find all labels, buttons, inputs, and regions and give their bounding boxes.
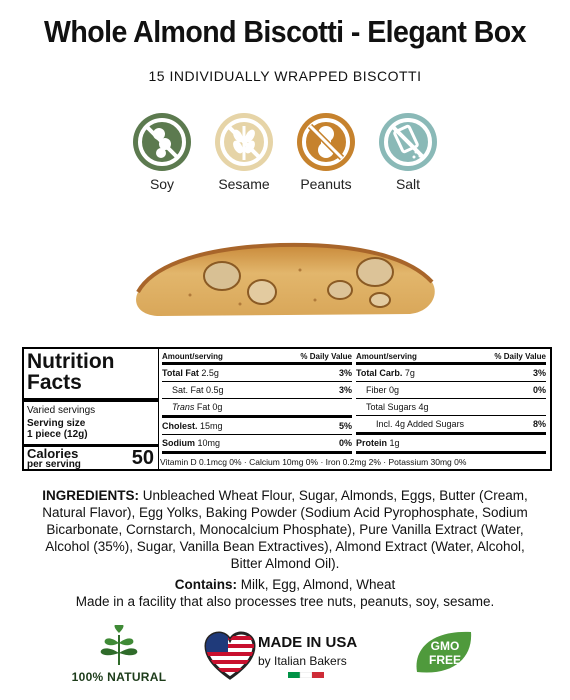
contains-line: [0, 577, 570, 592]
nutrient-dv: 3%: [532, 368, 546, 378]
nutrient-amount: 4g: [418, 402, 429, 412]
nutrient-amount: Fat 0g: [196, 402, 223, 412]
sesame-free-icon: [214, 112, 274, 172]
nutrient-amount: 15mg: [200, 421, 223, 431]
nutrient-name: Cholest.: [162, 421, 198, 431]
serving-size-value: 1 piece (12g): [27, 429, 88, 440]
nutrient-amount: 10mg: [197, 438, 221, 448]
gmo-text: GMO: [430, 639, 460, 653]
nutrient-row: [356, 399, 546, 416]
divider: [24, 398, 158, 402]
nutrient-row: [356, 382, 546, 399]
allergen-soy: [132, 112, 192, 192]
nutrient-name: Fiber: [366, 385, 387, 395]
allergen-label: Sesame: [218, 176, 270, 192]
allergen-label: Peanuts: [300, 176, 352, 192]
nutrient-name: Trans: [172, 402, 195, 412]
allergen-sesame: [214, 112, 274, 192]
nutrient-row: [162, 399, 352, 418]
allergen-row: [0, 112, 570, 192]
nutrient-row: [162, 365, 352, 382]
nutrient-name: Total Carb.: [356, 368, 403, 378]
peanut-free-icon: [296, 112, 356, 172]
nutrient-column-left: [162, 352, 352, 454]
nutrient-dv: 8%: [532, 419, 546, 429]
nutrient-dv: 0%: [532, 385, 546, 395]
calories-sub: per serving: [27, 459, 81, 470]
italian-flag-icon: [288, 672, 324, 678]
nutrient-amount: 2.5g: [201, 368, 219, 378]
free-text: FREE: [428, 653, 462, 667]
allergen-label: Soy: [149, 176, 175, 192]
allergen-label: Salt: [395, 176, 421, 192]
calories-label: [27, 448, 81, 470]
nutrition-facts-panel: [22, 347, 552, 471]
nutrient-row: [162, 382, 352, 399]
serving-size-label: Serving size: [27, 418, 86, 429]
salt-free-icon: [378, 112, 438, 172]
nutrient-dv: 0%: [338, 438, 352, 448]
ingredients-heading: INGREDIENTS:: [42, 488, 140, 503]
facility-statement: Made in a facility that also processes tree nuts, peanuts, soy, sesame.: [75, 594, 495, 609]
nutrient-name: Sodium: [162, 438, 195, 448]
italian-bakers-text: by Italian Bakers: [258, 654, 347, 668]
nutrient-row: [356, 416, 546, 435]
product-title: Whole Almond Biscotti - Elegant Box: [44, 14, 526, 49]
nutrient-dv: 3%: [338, 368, 352, 378]
nutrient-column-right: [356, 352, 546, 454]
calories-value: 50: [131, 447, 154, 469]
gmo-free-icon: [413, 628, 475, 676]
vitamins-line: Vitamin D 0.1mcg 0% · Calcium 10mg 0% · Iron 0.2mg 2% · Potassium 30mg 0%: [160, 457, 467, 467]
ingredients-block: [28, 487, 542, 572]
nutrient-amount: 0g: [389, 385, 400, 395]
natural-badge-text: 100% NATURAL: [71, 670, 167, 684]
nutrient-dv: 5%: [338, 421, 352, 431]
nutrient-amount: 1g: [389, 438, 400, 448]
column-header: [356, 352, 546, 365]
usa-flag-heart-icon: [204, 630, 256, 682]
leaf-icon: [89, 625, 149, 665]
nutrient-name: Incl. 4g Added Sugars: [376, 419, 465, 429]
nutrient-amount: 0.5g: [206, 385, 224, 395]
serving-size: [27, 418, 88, 440]
nutrient-row: [162, 418, 352, 435]
nutrition-summary: [24, 349, 159, 469]
contains-text: Milk, Egg, Almond, Wheat: [236, 577, 396, 592]
biscotti-image: [130, 240, 442, 322]
nutrient-dv: 3%: [338, 385, 352, 395]
calories-label-text: Calories: [27, 446, 79, 461]
nutrient-name: Total Fat: [162, 368, 199, 378]
nutrient-amount: 7g: [404, 368, 415, 378]
amount-header: Amount/serving: [162, 352, 223, 361]
allergen-peanuts: [296, 112, 356, 192]
column-header: [162, 352, 352, 365]
servings-per-container: Varied servings: [27, 405, 96, 416]
made-in-usa-text: MADE IN USA: [258, 634, 358, 651]
contains-label: Contains:: [174, 577, 237, 592]
product-subtitle: 15 INDIVIDUALLY WRAPPED BISCOTTI: [148, 68, 422, 84]
nutrient-row: [356, 365, 546, 382]
nutrition-heading: Nutrition Facts: [27, 350, 115, 394]
nutrient-name: Protein: [356, 438, 388, 448]
dv-header: % Daily Value: [300, 352, 352, 361]
nutrient-name: Total Sugars: [366, 402, 417, 412]
nutrient-row: [162, 435, 352, 454]
allergen-salt: [378, 112, 438, 192]
amount-header: Amount/serving: [356, 352, 417, 361]
nutrient-name: Sat. Fat: [172, 385, 204, 395]
nutrient-row: [356, 435, 546, 454]
ingredients-text: Unbleached Wheat Flour, Sugar, Almonds, Eggs, Butter (Cream, Natural Flavor), Egg Yolks, Baking Powder (Sodium Acid Pyrophosphate, Sodium Bicarbonate, Cornstarch, Monocalcium Phosphate), Pure Vanilla Extract (Water, Alcohol (35%), Sugar, Vanilla Bean Extractives), Almond Extract (Water, Alcohol, Bitter Almond Oil).: [42, 488, 528, 571]
dv-header: % Daily Value: [494, 352, 546, 361]
soy-free-icon: [132, 112, 192, 172]
natural-badge: [64, 625, 174, 684]
